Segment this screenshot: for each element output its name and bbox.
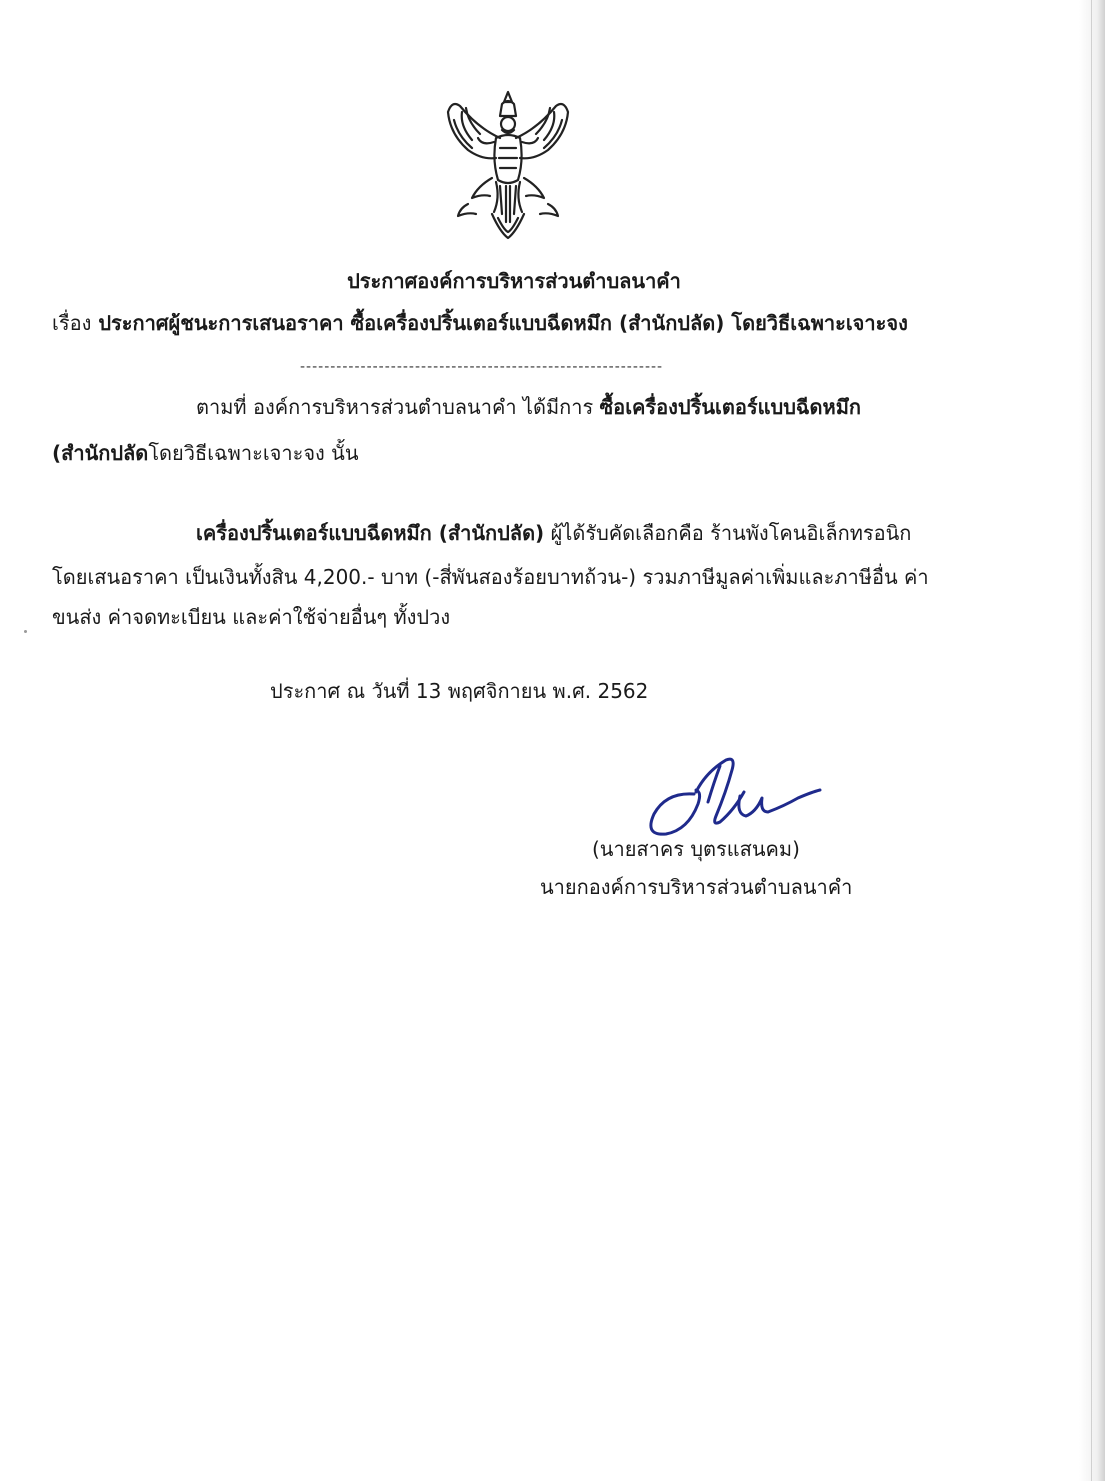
paragraph-2-line-1 xyxy=(196,518,911,548)
subject-line xyxy=(52,308,908,338)
paragraph-1-item: ซื้อเครื่องปริ้นเตอร์แบบฉีดหมึก xyxy=(599,395,861,419)
paragraph-1-department: (สำนักปลัด xyxy=(52,441,149,465)
signatory-name: (นายสาคร บุตรแสนคม) xyxy=(592,837,800,861)
subject-prefix: เรื่อง xyxy=(52,311,92,335)
paragraph-2-line-3: ขนส่ง ค่าจดทะเบียน และค่าใช้จ่ายอื่นๆ ทั้งปวง xyxy=(52,605,451,629)
paragraph-2-item: เครื่องปริ้นเตอร์แบบฉีดหมึก (สำนักปลัด) xyxy=(196,521,545,545)
garuda-emblem-icon xyxy=(438,86,578,242)
signatory-position: นายกองค์การบริหารส่วนตำบลนาคำ xyxy=(540,875,853,899)
page-edge-shadow xyxy=(1079,0,1105,1481)
subject-text: ประกาศผู้ชนะการเสนอราคา ซื้อเครื่องปริ้นเตอร์แบบฉีดหมึก (สำนักปลัด) โดยวิธีเฉพาะเจาะจง xyxy=(98,311,908,335)
organization-title: ประกาศองค์การบริหารส่วนตำบลนาคำ xyxy=(347,269,681,293)
paragraph-2-line-2: โดยเสนอราคา เป็นเงินทั้งสิน 4,200.- บาท (-สี่พันสองร้อยบาทถ้วน-) รวมภาษีมูลค่าเพิ่มและภาษีอื่น ค่า xyxy=(52,565,929,589)
announcement-date: ประกาศ ณ วันที่ 13 พฤศจิกายน พ.ศ. 2562 xyxy=(270,679,649,703)
paragraph-2-winner: ผู้ได้รับคัดเลือกคือ ร้านพังโคนอิเล็กทรอนิก xyxy=(550,521,912,545)
signature-icon xyxy=(636,752,836,848)
paper-speck xyxy=(24,630,27,633)
paragraph-1-method: โดยวิธีเฉพาะเจาะจง นั้น xyxy=(148,441,359,465)
divider-line: ------------------------------------------------------------ xyxy=(300,359,664,375)
paragraph-1-line-1 xyxy=(196,392,861,422)
paragraph-1-intro: ตามที่ องค์การบริหารส่วนตำบลนาคำ ได้มีการ xyxy=(196,395,594,419)
paragraph-1-line-2 xyxy=(52,438,359,468)
